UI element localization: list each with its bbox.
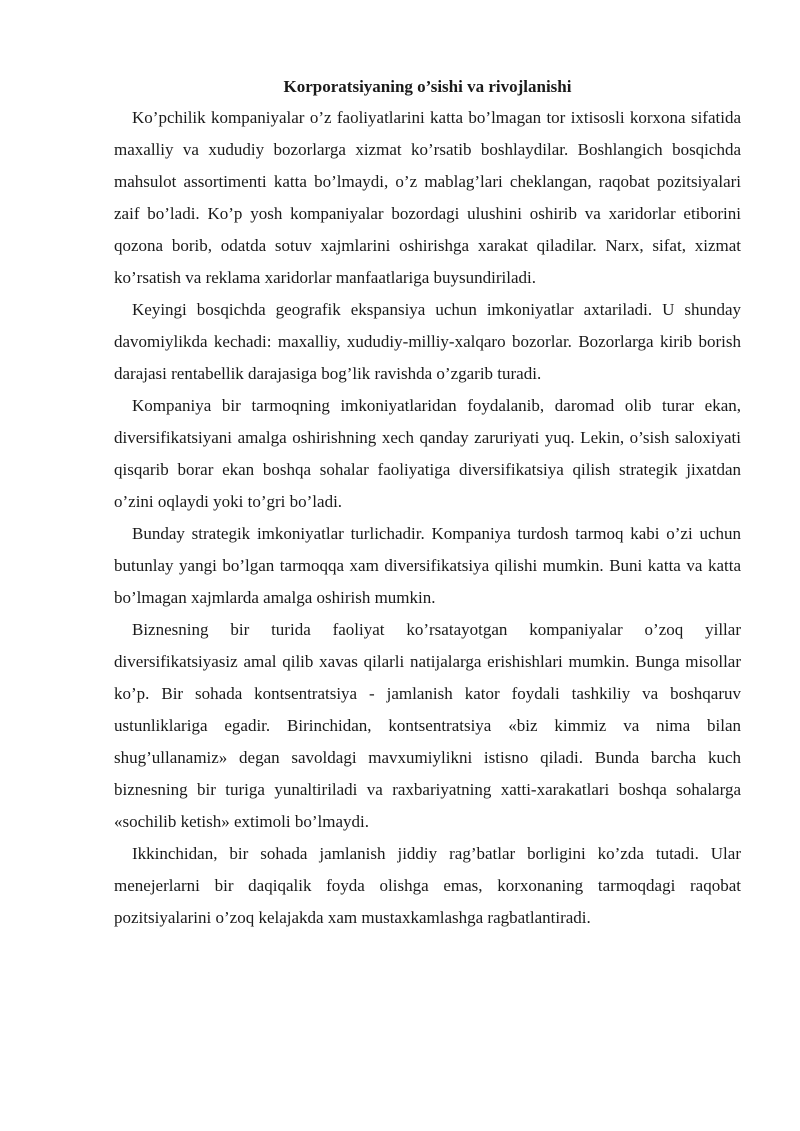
paragraph-6: Ikkinchidan, bir sohada jamlanish jiddiy rag’batlar borligini ko’zda tutadi. Ular menejerlarni bir daqiqalik foyda olishga emas, korxonaning tarmoqdagi raqobat pozitsiyalarini o’zoq kelajakda xam mustaxkamlashga ragbatlantiradi. (114, 844, 741, 927)
paragraph-1: Ko’pchilik kompaniyalar o’z faoliyatlarini katta bo’lmagan tor ixtisosli korxona sifatida maxalliy va xududiy bozorlarga xizmat ko’rsatib boshlaydilar. Boshlangich bosqichda mahsulot assortimenti katta bo’lmaydi, o’z mablag’lari cheklangan, raqobat pozitsiyalari zaif bo’ladi. Ko’p yosh kompaniyalar bozordagi ulushini oshirib va xaridorlar etiborini qozona borib, odatda sotuv xajmlarini oshirishga xarakat qiladilar. Narx, sifat, xizmat ko’rsatish va reklama xaridorlar manfaatlariga buysundiriladi. (114, 108, 741, 287)
paragraph-3: Kompaniya bir tarmoqning imkoniyatlaridan foydalanib, daromad olib turar ekan, diversifikatsiyani amalga oshirishning xech qanday zaruriyati yuq. Lekin, o’sish saloxiyati qisqarib borar ekan boshqa sohalar faoliyatiga diversifikatsiya qilish strategik jixatdan o’zini oqlaydi yoki to’gri bo’ladi. (114, 396, 741, 511)
document-title: Korporatsiyaning o’sishi va rivojlanishi (283, 77, 572, 96)
paragraph-4: Bunday strategik imkoniyatlar turlichadir. Kompaniya turdosh tarmoq kabi o’zi uchun butunlay yangi bo’lgan tarmoqqa xam diversifikatsiya qilishi mumkin. Buni katta va katta bo’lmagan xajmlarda amalga oshirish mumkin. (114, 524, 741, 607)
paragraph-2: Keyingi bosqichda geografik ekspansiya uchun imkoniyatlar axtariladi. U shunday davomiylikda kechadi: maxalliy, xududiy-milliy-xalqaro bozorlar. Bozorlarga kirib borish darajasi rentabellik darajasiga bog’lik ravishda o’zgarib turadi. (114, 300, 741, 383)
paragraph-5: Biznesning bir turida faoliyat ko’rsatayotgan kompaniyalar o’zoq yillar diversifikatsiyasiz amal qilib xavas qilarli natijalarga erishishlari mumkin. Bunga misollar ko’p. Bir sohada kontsentratsiya - jamlanish kator foydali tashkiliy va boshqaruv ustunliklariga egadir. Birinchidan, kontsentratsiya «biz kimmiz va nima bilan shug’ullanamiz» degan savoldagi mavxumiylikni istisno qiladi. Bunda barcha kuch biznesning bir turiga yunaltiriladi va raxbariyatning xatti-xarakatlari boshqa sohalarga «sochilib ketish» extimoli bo’lmaydi. (114, 620, 741, 831)
document-page (114, 72, 741, 934)
